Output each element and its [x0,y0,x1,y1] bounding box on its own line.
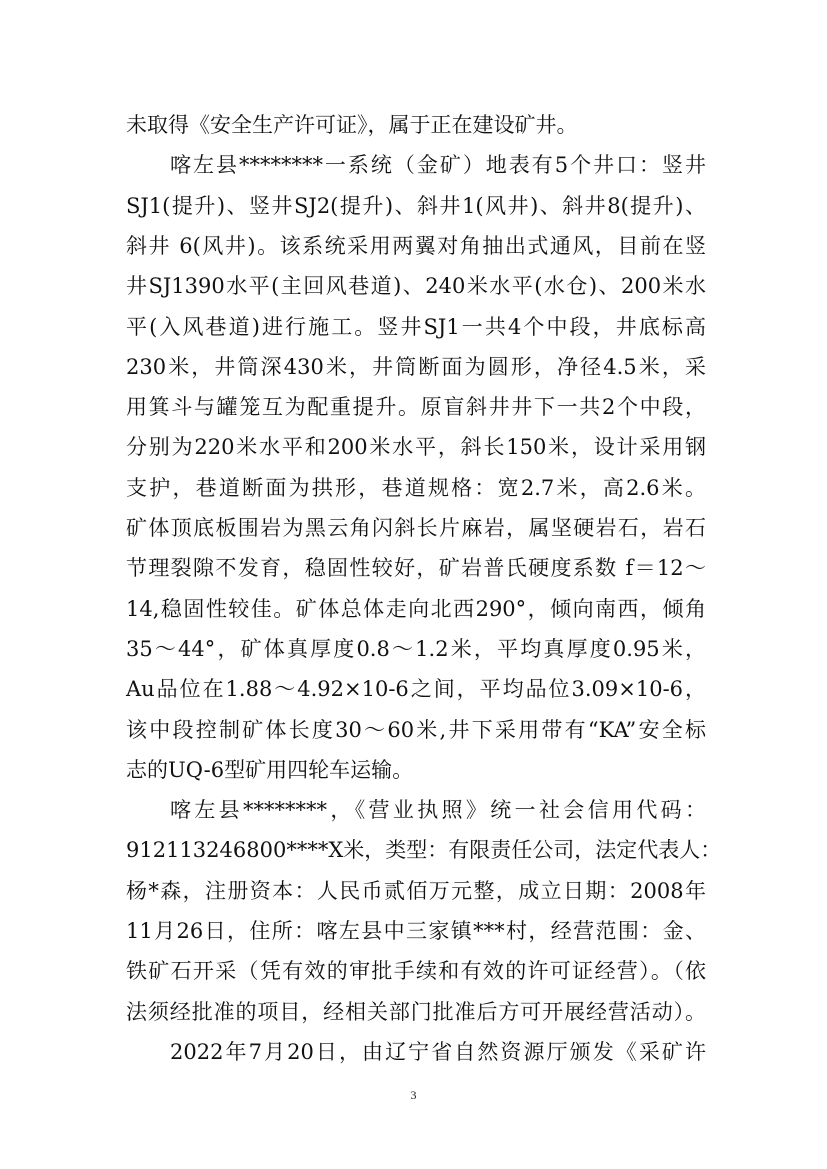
text-line: 该中段控制矿体长度30～60米,井下采用带有“KA”安全标 [126,718,706,742]
text-line: 平(入风巷道)进行施工。竖井SJ1一共4个中段，井底标高 [126,315,706,339]
text-line: 35～44°，矿体真厚度0.8～1.2米，平均真厚度0.95米， [126,637,706,661]
text-line: 节理裂隙不发育，稳固性较好，矿岩普氏硬度系数 f＝12～ [126,556,706,580]
text-line: 志的UQ-6型矿用四轮车运输。 [126,758,414,782]
text-line: 矿体顶底板围岩为黑云角闪斜长片麻岩，属坚硬岩石，岩石 [126,516,706,540]
text-line: 分别为220米水平和200米水平，斜长150米，设计采用钢 [126,435,706,459]
text-line: 喀左县********一系统（金矿）地表有5个井口：竖井 [170,153,706,177]
text-line: 11月26日，住所：喀左县中三家镇***村，经营范围：金、 [126,919,706,943]
text-line: 法须经批准的项目，经相关部门批准后方可开展经营活动）。 [126,1000,706,1024]
text-line: 斜井 6(风井)。该系统采用两翼对角抽出式通风，目前在竖 [126,234,706,258]
page-number: 3 [410,1088,417,1102]
text-line: 支护，巷道断面为拱形，巷道规格：宽2.7米，高2.6米。 [126,476,706,500]
text-line: 喀左县********，《营业执照》统一社会信用代码： [170,798,706,822]
text-line: 用箕斗与罐笼互为配重提升。原盲斜井井下一共2个中段， [126,395,706,419]
text-line: Au品位在1.88～4.92×10-6之间，平均品位3.09×10-6， [126,677,706,701]
text-line: 14,稳固性较佳。矿体总体走向北西290°，倾向南西，倾角 [126,597,706,621]
text-line: 230米，井筒深430米，井筒断面为圆形，净径4.5米，采 [126,355,706,379]
text-line: 2022年7月20日，由辽宁省自然资源厅颁发《采矿许 [170,1040,706,1064]
text-line: 未取得《安全生产许可证》，属于正在建设矿井。 [126,113,578,137]
text-line: 井SJ1390水平(主回风巷道)、240米水平(水仓)、200米水 [126,274,706,298]
text-line: 杨*森，注册资本：人民币贰佰万元整，成立日期：2008年 [126,879,706,903]
text-line: SJ1(提升)、竖井SJ2(提升)、斜井1(风井)、斜井8(提升)、 [126,194,706,218]
text-line: 铁矿石开采（凭有效的审批手续和有效的许可证经营）。（依 [126,959,706,983]
text-line: 912113246800****X米，类型：有限责任公司，法定代表人： [126,838,722,862]
